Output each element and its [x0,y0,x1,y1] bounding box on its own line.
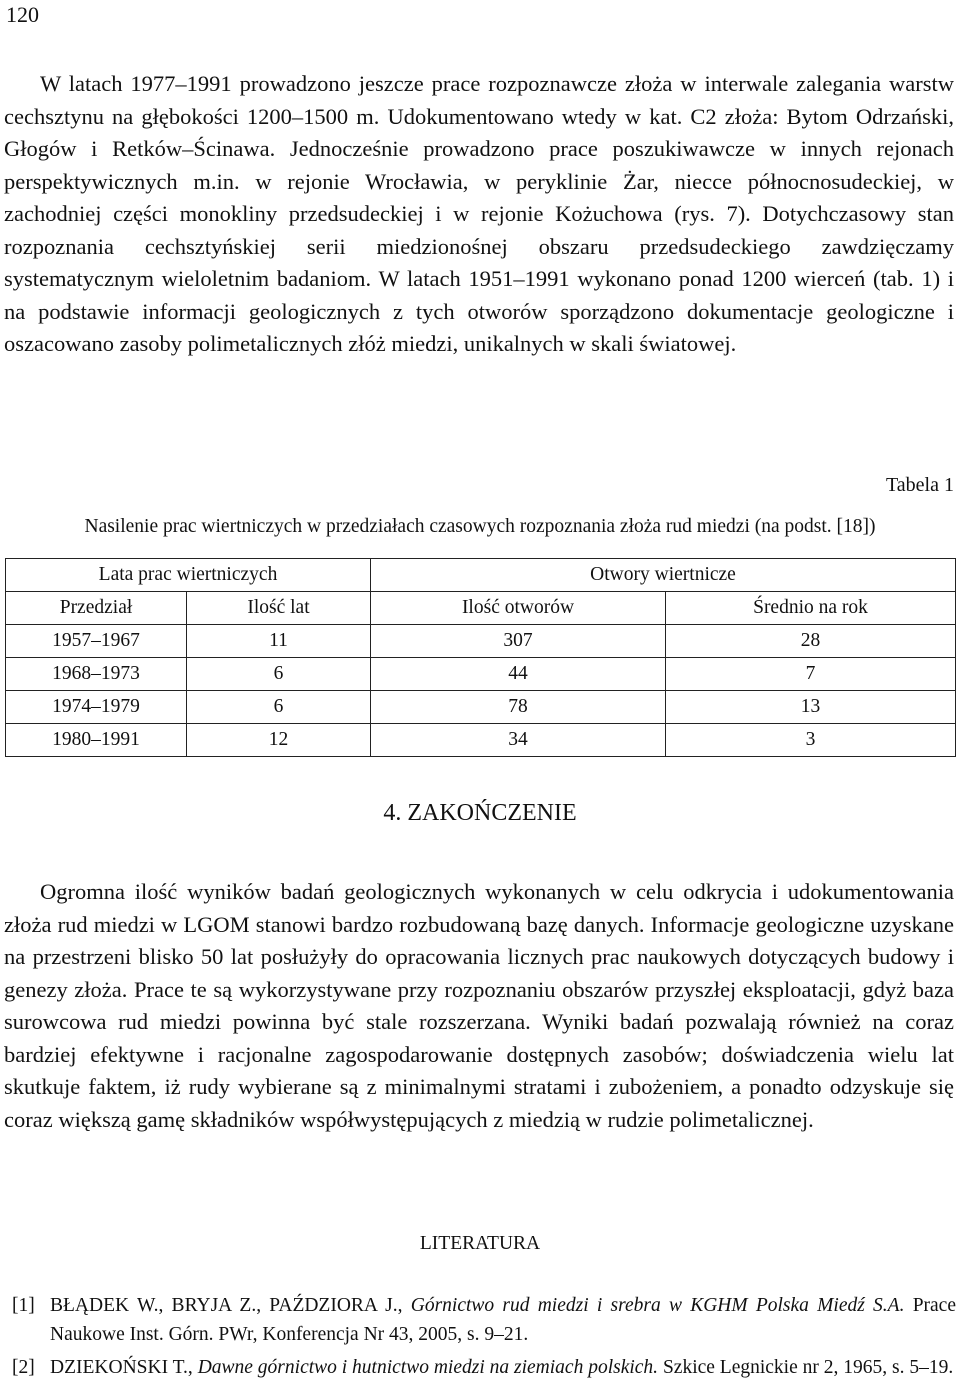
table-group-header-row [6,559,956,592]
table-caption: Nasilenie prac wiertniczych w przedziałach czasowych rozpoznania złoża rud miedzi (na podst. [18]) [84,516,876,537]
table-cell: 3 [666,724,956,757]
table-cell: 78 [371,691,666,724]
table-cell: 1980–1991 [6,724,187,757]
drilling-table [5,558,956,757]
table-row [6,724,956,757]
table-cell: 13 [666,691,956,724]
table-cell: 1974–1979 [6,691,187,724]
reference-list [12,1291,956,1386]
table-row [6,625,956,658]
column-header: Ilość lat [187,592,371,625]
group-header-boreholes: Otwory wiertnicze [371,559,956,592]
column-header: Ilość otworów [371,592,666,625]
table-cell: 7 [666,658,956,691]
table-cell: 6 [187,691,371,724]
table-row [6,691,956,724]
group-header-years: Lata prac wiertniczych [6,559,371,592]
reference-title: Dawne górnictwo i hutnictwo miedzi na ziemiach polskich. [197,1357,659,1378]
table-cell: 307 [371,625,666,658]
page-number: 120 [6,2,39,27]
table-row [6,658,956,691]
column-header: Przedział [6,592,187,625]
conclusion-paragraph: Ogromna ilość wyników badań geologicznych wykonanych w celu odkrycia i udokumentowania złoża rud miedzi w LGOM stanowi bardzo rozbudowaną bazę danych. Informacje geologiczne uzyskane na przestrzeni blisko 50 lat posłużyły do opracowania licznych prac naukowych dotyczących budowy i genezy złoża. Prace te są wykorzystywane przy rozpoznaniu obszarów przyszłej eksploatacji, gdyż baza surowcowa rud miedzi powinna być stale rozszerzana. Wyniki badań pozwalają również na coraz bardziej efektywne i racjonalne zagospodarowanie dostępnych zasobów; doświadczenia wielu lat skutkuje faktem, iż rudy wybierane są z minimalnymi stratami i zubożeniem, a ponadto odzyskuje się coraz większą gamę składników współwystępujących z miedzią w rudzie polimetalicznej. [4,879,954,1132]
section-heading: 4. ZAKOŃCZENIE [383,800,577,826]
literature-heading: LITERATURA [419,1233,541,1254]
table-cell: 1968–1973 [6,658,187,691]
reference-number: [1] [12,1295,35,1316]
table-cell: 1957–1967 [6,625,187,658]
reference-number: [2] [12,1357,35,1378]
table-label: Tabela 1 [885,474,954,496]
reference-details: Prace Naukowe Inst. Górn. PWr, Konferencja Nr 43, 2005, s. 9–21. [50,1295,956,1345]
reference-title: Górnictwo rud miedzi i srebra w KGHM Polska Miedź S.A. [410,1295,905,1316]
reference-item [12,1353,956,1382]
table-cell: 34 [371,724,666,757]
reference-details: Szkice Legnickie nr 2, 1965, s. 5–19. [662,1357,954,1378]
table-cell: 44 [371,658,666,691]
reference-authors: BŁĄDEK W., BRYJA Z., PAŹDZIORA J., [50,1295,403,1316]
table-header-row [6,592,956,625]
reference-item [12,1291,956,1349]
table-cell: 28 [666,625,956,658]
reference-authors: DZIEKOŃSKI T., [50,1357,193,1378]
table-cell: 12 [187,724,371,757]
column-header: Średnio na rok [666,592,956,625]
table-cell: 6 [187,658,371,691]
table-cell: 11 [187,625,371,658]
body-paragraph: W latach 1977–1991 prowadzono jeszcze prace rozpoznawcze złoża w interwale zalegania warstw cechsztynu na głębokości 1200–1500 m. Udokumentowano wtedy w kat. C2 złoża: Bytom Odrzański, Głogów i Retków–Ścinawa. Jednocześnie prowadzono prace poszukiwawcze w innych rejonach perspektywicznych m.in. w rejonie Wrocławia, w peryklinie Żar, niecce północnosudeckiej, w zachodniej części monokliny przedsudeckiej i w rejonie Kożuchowa (rys. 7). Dotychczasowy stan rozpoznania cechsztyńskiej serii miedzionośnej obszaru przedsudeckiego zawdzięczamy systematycznym wieloletnim badaniom. W latach 1951–1991 wykonano ponad 1200 wierceń (tab. 1) i na podstawie informacji geologicznych z tych otworów sporządzono dokumentacje geologiczne i oszacowano zasoby polimetalicznych złóż miedzi, unikalnych w skali światowej. [4,71,954,356]
